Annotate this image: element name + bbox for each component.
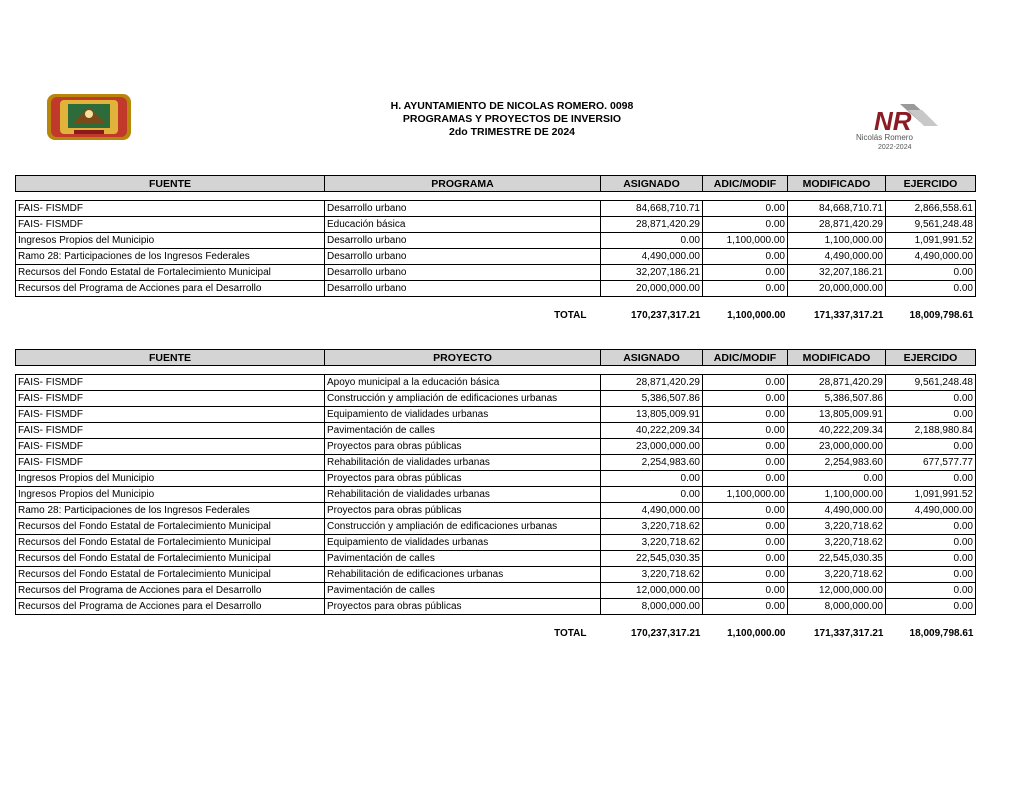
table-row: [16, 583, 976, 599]
logo-mark-text: NR: [874, 106, 912, 136]
total-asignado: 170,237,317.21: [630, 309, 701, 321]
total-modificado: 171,337,317.21: [813, 627, 884, 639]
table-cell: 84,668,710.71: [788, 201, 886, 217]
table-cell: 40,222,209.34: [788, 423, 886, 439]
table-cell: 0.00: [703, 471, 788, 487]
table-cell: FAIS- FISMDF: [16, 391, 325, 407]
table-cell: 1,091,991.52: [886, 487, 976, 503]
column-header: PROYECTO: [325, 350, 601, 366]
table-cell: FAIS- FISMDF: [16, 375, 325, 391]
table-cell: 0.00: [788, 471, 886, 487]
table-cell: 28,871,420.29: [601, 217, 703, 233]
table-cell: 20,000,000.00: [788, 281, 886, 297]
table-cell: 0.00: [703, 567, 788, 583]
total-adic-modif: 1,100,000.00: [727, 309, 786, 321]
column-header: MODIFICADO: [788, 176, 886, 192]
table-cell: 84,668,710.71: [601, 201, 703, 217]
table-cell: 0.00: [601, 471, 703, 487]
table-cell: Equipamiento de vialidades urbanas: [325, 535, 601, 551]
table-cell: Recursos del Programa de Acciones para el Desarrollo: [16, 281, 325, 297]
table-cell: 0.00: [886, 391, 976, 407]
logo-years-text: 2022-2024: [878, 144, 912, 151]
column-header: EJERCIDO: [886, 350, 976, 366]
logo-name-text: Nicolás Romero: [856, 133, 913, 142]
table-cell: Ramo 28: Participaciones de los Ingresos Federales: [16, 249, 325, 265]
table-row: [16, 423, 976, 439]
table-cell: 0.00: [886, 471, 976, 487]
table-cell: 9,561,248.48: [886, 217, 976, 233]
table-row: [16, 407, 976, 423]
table-cell: Desarrollo urbano: [325, 265, 601, 281]
table-cell: Recursos del Fondo Estatal de Fortalecimiento Municipal: [16, 519, 325, 535]
table-cell: 0.00: [703, 217, 788, 233]
table-cell: Construcción y ampliación de edificaciones urbanas: [325, 391, 601, 407]
table-row: [16, 487, 976, 503]
table-cell: 0.00: [703, 519, 788, 535]
table-cell: 28,871,420.29: [788, 217, 886, 233]
column-header: PROGRAMA: [325, 176, 601, 192]
table-cell: 0.00: [703, 439, 788, 455]
table-cell: Construcción y ampliación de edificaciones urbanas: [325, 519, 601, 535]
table-cell: 4,490,000.00: [886, 249, 976, 265]
table-cell: 0.00: [703, 375, 788, 391]
table-cell: Recursos del Fondo Estatal de Fortalecimiento Municipal: [16, 551, 325, 567]
table-cell: 1,100,000.00: [703, 487, 788, 503]
table-row: [16, 375, 976, 391]
table-cell: 9,561,248.48: [886, 375, 976, 391]
table-cell: 0.00: [703, 551, 788, 567]
table-cell: 28,871,420.29: [788, 375, 886, 391]
table-cell: 0.00: [886, 535, 976, 551]
table-cell: 8,000,000.00: [788, 599, 886, 615]
table-cell: Desarrollo urbano: [325, 249, 601, 265]
table-cell: Rehabilitación de vialidades urbanas: [325, 487, 601, 503]
table-row: [16, 471, 976, 487]
spacer-row: [16, 192, 976, 201]
column-header: MODIFICADO: [788, 350, 886, 366]
table-cell: Recursos del Fondo Estatal de Fortalecimiento Municipal: [16, 265, 325, 281]
table-cell: 2,866,558.61: [886, 201, 976, 217]
column-header: ADIC/MODIF: [703, 350, 788, 366]
total-adic-modif: 1,100,000.00: [727, 627, 786, 639]
table-row: [16, 217, 976, 233]
table-cell: 5,386,507.86: [601, 391, 703, 407]
column-header: EJERCIDO: [886, 176, 976, 192]
total-row: [16, 297, 976, 334]
table-cell: 0.00: [886, 551, 976, 567]
table-cell: 0.00: [886, 265, 976, 281]
table-cell: 0.00: [703, 391, 788, 407]
table-cell: 0.00: [703, 599, 788, 615]
table-row: [16, 535, 976, 551]
table-cell: 0.00: [703, 201, 788, 217]
table-cell: 22,545,030.35: [601, 551, 703, 567]
table-cell: Ingresos Propios del Municipio: [16, 487, 325, 503]
table-cell: Proyectos para obras públicas: [325, 599, 601, 615]
table-cell: 0.00: [886, 583, 976, 599]
table-row: [16, 249, 976, 265]
table-cell: 23,000,000.00: [788, 439, 886, 455]
table-cell: 3,220,718.62: [788, 567, 886, 583]
total-asignado: 170,237,317.21: [630, 627, 701, 639]
table-cell: Apoyo municipal a la educación básica: [325, 375, 601, 391]
table-cell: Ramo 28: Participaciones de los Ingresos Federales: [16, 503, 325, 519]
table-row: [16, 567, 976, 583]
table-cell: 20,000,000.00: [601, 281, 703, 297]
table-cell: 3,220,718.62: [601, 535, 703, 551]
table-cell: Pavimentación de calles: [325, 551, 601, 567]
table-cell: Rehabilitación de edificaciones urbanas: [325, 567, 601, 583]
table-cell: 0.00: [886, 281, 976, 297]
table-cell: 2,188,980.84: [886, 423, 976, 439]
table-cell: FAIS- FISMDF: [16, 407, 325, 423]
table-cell: 0.00: [703, 423, 788, 439]
table-row: [16, 599, 976, 615]
table-cell: 2,254,983.60: [601, 455, 703, 471]
table-cell: FAIS- FISMDF: [16, 439, 325, 455]
table-cell: Recursos del Fondo Estatal de Fortalecimiento Municipal: [16, 535, 325, 551]
table-cell: 677,577.77: [886, 455, 976, 471]
total-row: [16, 615, 976, 652]
table-cell: Recursos del Programa de Acciones para el Desarrollo: [16, 599, 325, 615]
table-cell: 0.00: [601, 233, 703, 249]
table-cell: Desarrollo urbano: [325, 233, 601, 249]
table-cell: 28,871,420.29: [601, 375, 703, 391]
table-cell: Pavimentación de calles: [325, 583, 601, 599]
table-cell: 2,254,983.60: [788, 455, 886, 471]
total-ejercido: 18,009,798.61: [909, 309, 974, 321]
table-row: [16, 519, 976, 535]
table-cell: 3,220,718.62: [788, 535, 886, 551]
table-cell: FAIS- FISMDF: [16, 201, 325, 217]
projects-table: [15, 349, 976, 651]
table-cell: FAIS- FISMDF: [16, 217, 325, 233]
table-cell: 0.00: [886, 439, 976, 455]
table-cell: 3,220,718.62: [788, 519, 886, 535]
total-modificado: 171,337,317.21: [813, 309, 884, 321]
table-cell: Proyectos para obras públicas: [325, 439, 601, 455]
table-cell: 0.00: [703, 249, 788, 265]
table-row: [16, 201, 976, 217]
table-header-row: [16, 176, 976, 192]
table-cell: 12,000,000.00: [788, 583, 886, 599]
table-cell: 0.00: [886, 519, 976, 535]
table-cell: FAIS- FISMDF: [16, 455, 325, 471]
table-cell: 3,220,718.62: [601, 567, 703, 583]
table-cell: 4,490,000.00: [886, 503, 976, 519]
table-cell: FAIS- FISMDF: [16, 423, 325, 439]
column-header: ASIGNADO: [601, 350, 703, 366]
table-cell: Proyectos para obras públicas: [325, 471, 601, 487]
table-cell: 22,545,030.35: [788, 551, 886, 567]
table-row: [16, 233, 976, 249]
table-cell: Proyectos para obras públicas: [325, 503, 601, 519]
table-cell: 13,805,009.91: [601, 407, 703, 423]
table-cell: 0.00: [703, 583, 788, 599]
table-row: [16, 455, 976, 471]
column-header: FUENTE: [16, 176, 325, 192]
table-row: [16, 281, 976, 297]
table-cell: 0.00: [703, 455, 788, 471]
table-cell: 1,100,000.00: [788, 233, 886, 249]
table-cell: 40,222,209.34: [601, 423, 703, 439]
table-cell: 0.00: [886, 567, 976, 583]
table-row: [16, 391, 976, 407]
total-label: TOTAL: [554, 309, 587, 321]
table-cell: 4,490,000.00: [601, 249, 703, 265]
table-cell: 8,000,000.00: [601, 599, 703, 615]
table-cell: 32,207,186.21: [601, 265, 703, 281]
table-cell: 23,000,000.00: [601, 439, 703, 455]
table-cell: 0.00: [703, 265, 788, 281]
table-cell: Rehabilitación de vialidades urbanas: [325, 455, 601, 471]
table-cell: Recursos del Programa de Acciones para el Desarrollo: [16, 583, 325, 599]
table-cell: Recursos del Fondo Estatal de Fortalecimiento Municipal: [16, 567, 325, 583]
table-cell: 4,490,000.00: [788, 503, 886, 519]
total-ejercido: 18,009,798.61: [909, 627, 974, 639]
table-cell: 0.00: [703, 503, 788, 519]
column-header: FUENTE: [16, 350, 325, 366]
table-cell: 0.00: [601, 487, 703, 503]
table-cell: Equipamiento de vialidades urbanas: [325, 407, 601, 423]
column-header: ASIGNADO: [601, 176, 703, 192]
empty-cell: [16, 615, 325, 652]
table-cell: 12,000,000.00: [601, 583, 703, 599]
table-cell: 0.00: [703, 407, 788, 423]
table-cell: 3,220,718.62: [601, 519, 703, 535]
table-cell: Desarrollo urbano: [325, 201, 601, 217]
table-cell: 1,100,000.00: [703, 233, 788, 249]
table-cell: Ingresos Propios del Municipio: [16, 233, 325, 249]
spacer-row: [16, 366, 976, 375]
table-cell: 4,490,000.00: [788, 249, 886, 265]
table-cell: Ingresos Propios del Municipio: [16, 471, 325, 487]
table-cell: 0.00: [886, 407, 976, 423]
report-header: [0, 100, 1024, 139]
table-row: [16, 265, 976, 281]
table-cell: 13,805,009.91: [788, 407, 886, 423]
table-cell: 0.00: [703, 281, 788, 297]
table-row: [16, 551, 976, 567]
table-cell: 0.00: [886, 599, 976, 615]
table-cell: 1,100,000.00: [788, 487, 886, 503]
table-row: [16, 439, 976, 455]
empty-cell: [16, 297, 325, 334]
table-cell: Pavimentación de calles: [325, 423, 601, 439]
table-cell: 1,091,991.52: [886, 233, 976, 249]
report-period: 2do TRIMESTRE DE 2024: [448, 126, 576, 138]
report-subtitle: PROGRAMAS Y PROYECTOS DE INVERSIO: [402, 113, 622, 125]
table-cell: 4,490,000.00: [601, 503, 703, 519]
table-cell: 5,386,507.86: [788, 391, 886, 407]
table-cell: 0.00: [703, 535, 788, 551]
programs-table: [15, 175, 976, 333]
report-title: H. AYUNTAMIENTO DE NICOLAS ROMERO. 0098: [390, 100, 634, 112]
table-cell: Desarrollo urbano: [325, 281, 601, 297]
table-row: [16, 503, 976, 519]
table-cell: 32,207,186.21: [788, 265, 886, 281]
table-header-row: [16, 350, 976, 366]
column-header: ADIC/MODIF: [703, 176, 788, 192]
total-label: TOTAL: [554, 627, 587, 639]
table-cell: Educación básica: [325, 217, 601, 233]
